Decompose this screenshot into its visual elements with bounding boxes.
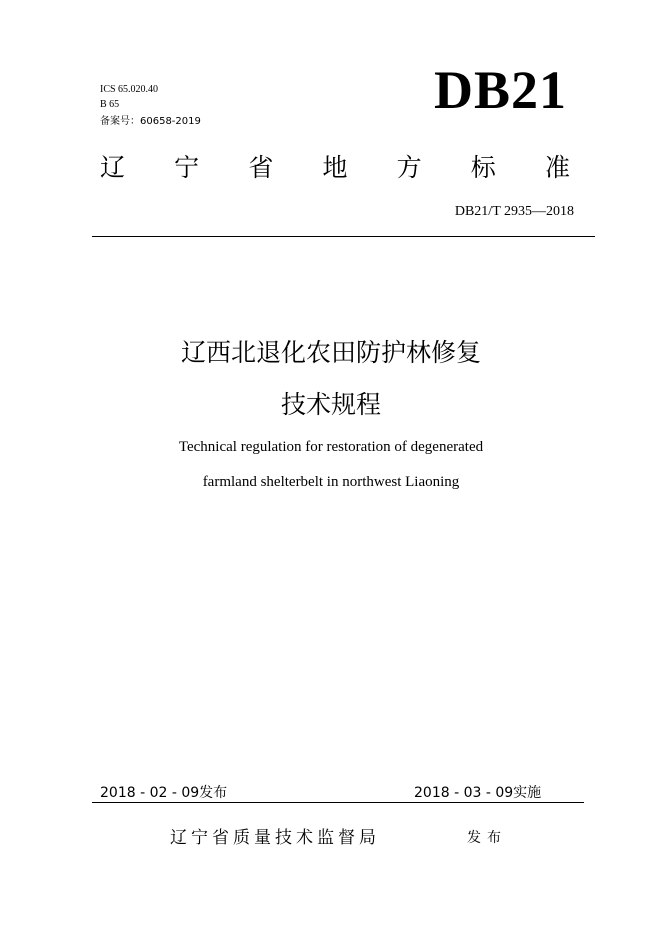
publish-label: 发布 [467, 830, 507, 846]
standard-logo: DB21 [433, 60, 567, 120]
standard-type-char: 宁 [174, 153, 200, 182]
standard-type-char: 标 [470, 153, 496, 182]
title-en-line2: farmland shelterbelt in northwest Liaoning [202, 474, 460, 490]
footer-divider [92, 802, 584, 803]
standard-type-char: 准 [544, 153, 570, 182]
title-en-line1: Technical regulation for restoration of degenerated [178, 439, 484, 455]
classification-code: B 65 [100, 99, 120, 110]
standard-type-char: 方 [396, 153, 422, 182]
standard-type-char: 地 [322, 153, 348, 182]
publisher-name: 辽宁省质量技术监督局 [170, 828, 380, 848]
standard-type-char: 省 [248, 153, 274, 182]
issue-date: 2018 - 02 - 09发布 [100, 785, 228, 801]
implementation-date: 2018 - 03 - 09实施 [414, 785, 542, 801]
title-cn-line2: 技术规程 [280, 390, 381, 419]
standard-type-char: 辽 [100, 153, 126, 182]
standard-type-title [100, 152, 570, 184]
standard-number: DB21/T 2935—2018 [454, 204, 574, 219]
ics-code: ICS 65.020.40 [100, 84, 159, 95]
record-number: 备案号：60658-2019 [100, 116, 201, 127]
title-cn-line1: 辽西北退化农田防护林修复 [180, 338, 481, 367]
header-divider [92, 236, 595, 237]
